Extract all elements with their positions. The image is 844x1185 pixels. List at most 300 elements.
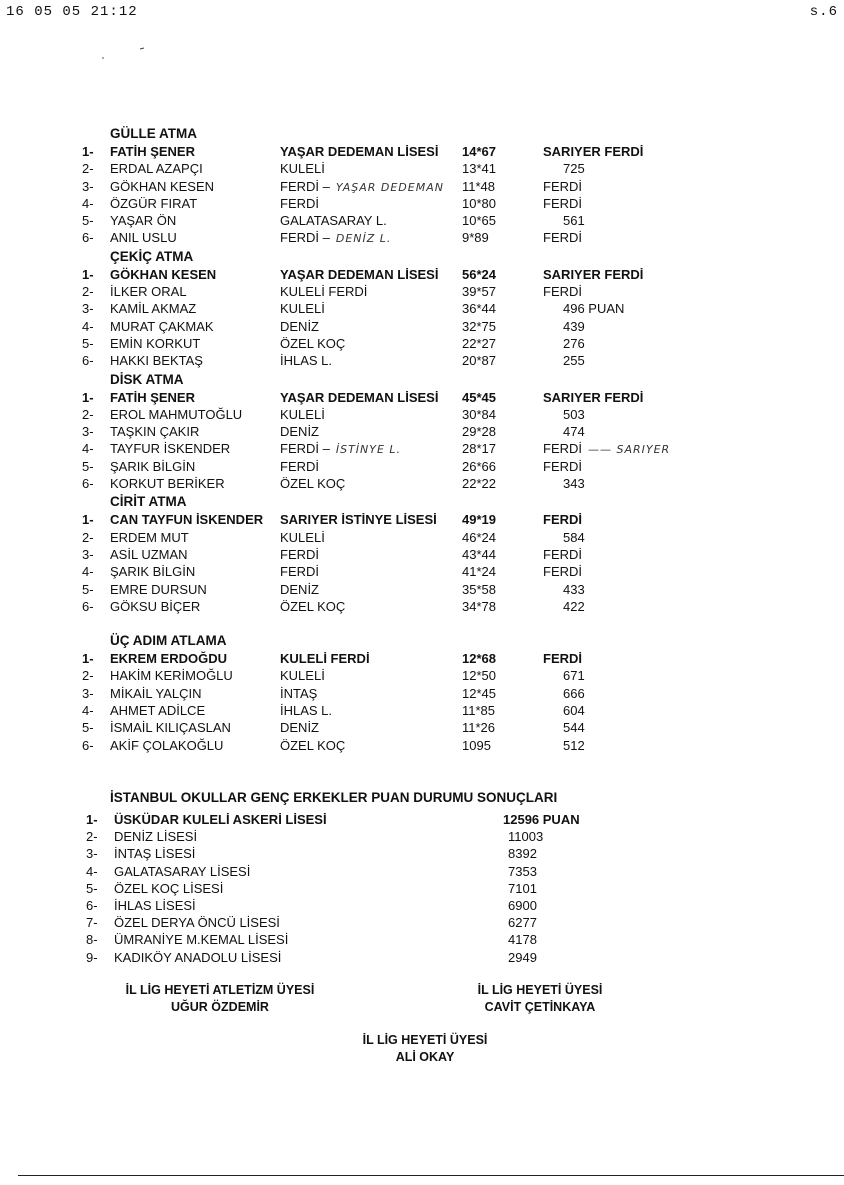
points: FERDİ [543,195,582,211]
points-cell [563,582,585,597]
school-cell [280,459,319,474]
mark: 56*24 [462,266,496,282]
rank: 4- [82,703,94,719]
result-row [0,458,844,475]
school-cell [280,407,325,422]
school-name: GALATASARAY LİSESİ [114,863,251,879]
standings-row [0,812,844,829]
points-cell [543,459,582,474]
result-row [0,389,844,406]
athlete-name: ŞARIK BİLGİN [110,458,196,474]
rank: 6- [82,476,94,492]
result-row [0,719,844,736]
school-cell [280,720,319,735]
points: SARIYER FERDİ [543,144,644,159]
rank: 2- [82,668,94,684]
athlete-name: AHMET ADİLCE [110,703,206,719]
result-row [0,178,844,195]
school-cell [280,547,319,562]
mark: 35*58 [462,581,496,597]
rank: 3- [86,846,98,862]
points: 7101 [508,880,537,896]
rank: 5- [82,720,94,736]
school-cell [280,161,325,176]
rank: 5- [82,335,94,351]
rank: 2- [86,829,98,845]
standings-row [0,898,844,915]
points: FERDİ [543,546,582,562]
points-cell [563,686,585,701]
points-cell [543,144,643,159]
athlete-name: MİKAİL YALÇIN [110,685,202,701]
result-row [0,737,844,754]
rank: 6- [82,737,94,753]
mark: 14*67 [462,144,496,159]
points-cell [563,720,585,735]
rank: 6- [86,897,98,913]
athlete-name: İSMAİL KILIÇASLAN [110,720,231,736]
result-row [0,352,844,369]
school-cell [280,564,319,579]
mark: 49*19 [462,512,496,528]
signatory-name: CAVİT ÇETİNKAYA [484,1000,596,1014]
school-cell [280,530,325,545]
standings-row [0,881,844,898]
points: FERDİ [543,441,582,457]
points: 725 [563,161,585,177]
result-row [0,423,844,440]
school-name: DENİZ LİSESİ [114,829,198,845]
signatory-athletics-member [110,982,330,1016]
rank: 3- [82,685,94,701]
points: 604 [563,703,585,719]
mark: 45*45 [462,389,496,405]
rank: 5- [82,458,94,474]
event-title: ÜÇ ADIM ATLAMA [110,633,227,649]
rank: 5- [82,213,94,229]
school-name: KULELİ [280,406,325,422]
school-name: İHLAS L. [280,703,333,719]
rank: 2- [82,161,94,177]
rank: 1- [82,266,94,282]
mark: 46*24 [462,529,496,545]
standings-row [0,829,844,846]
points-cell [563,301,624,316]
school-cell [280,582,319,597]
school-name: ÖZEL KOÇ [280,335,346,351]
athlete-name: GÖKSU BİÇER [110,598,201,614]
school-name: İNTAŞ [280,685,318,701]
school-cell [280,301,325,316]
signatory-member-right [440,982,640,1016]
result-row [0,300,844,317]
handwritten-note: YAŞAR DEDEMAN [335,180,444,194]
school-name: İHLAS L. [280,353,333,369]
school-name: FERDİ – [280,178,330,194]
points-cell [563,336,585,351]
event-results [0,124,844,754]
athlete-name: HAKKI BEKTAŞ [110,353,203,369]
rank: 4- [86,863,98,879]
event-header [0,631,844,650]
result-row [0,563,844,580]
points: SARIYER FERDİ [543,266,644,282]
points: 2949 [508,949,537,965]
mark: 11*26 [462,720,496,736]
mark: 26*66 [462,458,496,474]
signature-block [0,982,844,1082]
school-name: KULELİ [280,529,325,545]
athlete-name: AKİF ÇOLAKOĞLU [110,737,224,753]
school-name: GALATASARAY L. [280,213,387,229]
school-name: ÖZEL KOÇ [280,737,346,753]
result-row [0,440,844,457]
school-name: FERDİ – [280,230,330,246]
rank: 8- [86,932,98,948]
school-name: İNTAŞ LİSESİ [114,846,196,862]
page-number: s.6 [809,4,838,20]
school-name: KULELİ FERDİ [280,651,370,667]
fax-header [6,4,838,24]
school-cell [280,390,438,405]
mark: 28*17 [462,441,496,457]
school-cell [280,336,345,351]
points-cell [563,319,585,334]
result-row [0,335,844,352]
points: 6277 [508,915,537,931]
points-cell [543,284,582,299]
points: 474 [563,424,585,440]
athlete-name: KORKUT BERİKER [110,476,225,492]
result-row [0,702,844,719]
rank: 1- [82,144,94,159]
school-name: KULELİ [280,301,325,317]
points: 255 [563,353,585,369]
page-bottom-rule [18,1175,844,1176]
result-row [0,598,844,615]
signatory-role: İL LİG HEYETİ ÜYESİ [362,1033,488,1047]
points: SARIYER FERDİ [543,389,644,405]
rank: 7- [86,915,98,931]
school-name: KADIKÖY ANADOLU LİSESİ [114,949,282,965]
points-cell [543,179,582,194]
school-name: FERDİ [280,458,319,474]
handwritten-note: DENİZ L. [335,232,392,246]
mark: 9*89 [462,230,489,246]
points: FERDİ [543,178,582,194]
standings-row [0,846,844,863]
school-name: ÖZEL KOÇ [280,598,346,614]
mark: 13*41 [462,161,496,177]
school-name: ÜMRANİYE M.KEMAL LİSESİ [114,932,289,948]
points: 512 [563,737,585,753]
points-cell [563,476,585,491]
points-cell [543,230,582,245]
school-cell [280,512,437,527]
school-name: FERDİ – [280,441,330,457]
rank: 3- [82,546,94,562]
points-cell [563,161,585,176]
rank: 9- [86,949,98,965]
rank: 6- [82,598,94,614]
points-cell [543,196,582,211]
points-cell [563,407,585,422]
school-cell [280,179,444,194]
rank: 1- [82,651,94,667]
mark: 12*68 [462,651,496,667]
mark: 34*78 [462,598,496,614]
result-row [0,229,844,246]
result-row [0,546,844,563]
points: 503 [563,406,585,422]
points: FERDİ [543,230,582,246]
athlete-name: TAŞKIN ÇAKIR [110,424,200,440]
points-cell [543,441,670,456]
rank: 3- [82,424,94,440]
school-name: DENİZ [280,424,319,440]
school-name: KULELİ FERDİ [280,284,368,300]
mark: 39*57 [462,284,496,300]
points: 7353 [508,863,537,879]
rank: 2- [82,529,94,545]
points-cell [543,390,643,405]
rank: 3- [82,301,94,317]
points: 343 [563,476,585,492]
standings-row [0,915,844,932]
points: 584 [563,529,585,545]
rank: 5- [82,581,94,597]
school-name: DENİZ [280,581,319,597]
school-cell [280,230,391,245]
school-cell [280,599,345,614]
result-row [0,266,844,283]
points: FERDİ [543,458,582,474]
standings-row [0,950,844,967]
school-cell [280,284,367,299]
rank: 6- [82,353,94,369]
athlete-name: CAN TAYFUN İSKENDER [110,512,264,528]
mark: 12*50 [462,668,496,684]
school-cell [280,476,345,491]
athlete-name: ANIL USLU [110,230,177,246]
mark: 20*87 [462,353,496,369]
points-cell [563,353,585,368]
athlete-name: EKREM ERDOĞDU [110,651,228,667]
school-name: FERDİ [280,546,319,562]
school-name: KULELİ [280,668,325,684]
points: 276 [563,335,585,351]
event-title: DİSK ATMA [110,371,184,387]
handwritten-note: İSTİNYE L. [335,443,402,457]
school-name: ÖZEL DERYA ÖNCÜ LİSESİ [114,915,280,931]
points: FERDİ [543,284,582,300]
points-cell [563,668,585,683]
athlete-name: ŞARIK BİLGİN [110,564,196,580]
points: 422 [563,598,585,614]
points-cell [563,599,585,614]
mark: 32*75 [462,318,496,334]
points: FERDİ [543,651,582,667]
athlete-name: İLKER ORAL [110,284,187,300]
points-cell [543,564,582,579]
mark: 22*22 [462,476,496,492]
section-gap [0,615,844,631]
athlete-name: MURAT ÇAKMAK [110,318,214,334]
athlete-name: GÖKHAN KESEN [110,178,215,194]
points: 11003 [508,829,544,845]
mark: 10*65 [462,213,496,229]
mark: 1095 [462,737,491,753]
athlete-name: TAYFUR İSKENDER [110,441,231,457]
school-name: FERDİ [280,564,319,580]
event-header [0,370,844,389]
event-title: ÇEKİÇ ATMA [110,248,194,264]
result-row [0,195,844,212]
points: 439 [563,318,585,334]
school-name: YAŞAR DEDEMAN LİSESİ [280,266,439,282]
points: FERDİ [543,512,582,528]
school-cell [280,738,345,753]
athlete-name: HAKİM KERİMOĞLU [110,668,233,684]
athlete-name: FATİH ŞENER [110,144,195,159]
rank: 2- [82,284,94,300]
standings-title: İSTANBUL OKULLAR GENÇ ERKEKLER PUAN DURUMU SONUÇLARI [110,790,558,805]
result-row [0,529,844,546]
scan-specks [98,44,158,64]
school-name: KULELİ [280,161,325,177]
athlete-name: ERDEM MUT [110,529,189,545]
rank: 4- [82,564,94,580]
mark: 22*27 [462,335,496,351]
mark: 41*24 [462,564,496,580]
rank: 6- [82,230,94,246]
points: 12596 PUAN [503,812,580,827]
school-cell [280,686,317,701]
result-row [0,143,844,160]
points: FERDİ [543,564,582,580]
result-row [0,283,844,300]
signatory-member-center [325,1032,525,1066]
result-row [0,406,844,423]
school-name: YAŞAR DEDEMAN LİSESİ [280,389,439,405]
points-cell [563,703,585,718]
rank: 1- [82,512,94,528]
school-cell [280,196,319,211]
result-row [0,650,844,667]
rank: 4- [82,441,94,457]
standings-row [0,932,844,949]
signatory-name: UĞUR ÖZDEMİR [171,1000,269,1014]
school-name: İHLAS LİSESİ [114,897,196,913]
points: 496 PUAN [563,301,625,317]
school-name: DENİZ [280,318,319,334]
athlete-name: ÖZGÜR FIRAT [110,195,198,211]
mark: 43*44 [462,546,496,562]
school-cell [280,441,401,456]
athlete-name: EMİN KORKUT [110,335,201,351]
event-header [0,247,844,266]
points: 561 [563,213,585,229]
points: 666 [563,685,585,701]
points-cell [543,512,582,527]
school-cell [280,213,387,228]
rank: 1- [82,389,94,405]
athlete-name: KAMİL AKMAZ [110,301,197,317]
points-cell [543,547,582,562]
result-row [0,160,844,177]
school-name: FERDİ [280,195,319,211]
school-name: ÖZEL KOÇ [280,476,346,492]
mark: 11*48 [462,178,496,194]
points-cell [563,213,585,228]
athlete-name: EROL MAHMUTOĞLU [110,406,243,422]
athlete-name: YAŞAR ÖN [110,213,177,229]
rank: 3- [82,178,94,194]
school-cell [280,668,325,683]
mark: 30*84 [462,406,496,422]
mark: 10*80 [462,195,496,211]
points-cell [563,738,585,753]
result-row [0,318,844,335]
rank: 5- [86,880,98,896]
result-row [0,475,844,492]
school-name: SARIYER İSTİNYE LİSESİ [280,512,437,528]
rank: 4- [82,318,94,334]
event-title: GÜLLE ATMA [110,126,197,141]
school-cell [280,424,319,439]
result-row [0,667,844,684]
points: 671 [563,668,585,684]
points-cell [563,424,585,439]
rank: 2- [82,406,94,422]
standings-row [0,864,844,881]
athlete-name: EMRE DURSUN [110,581,207,597]
result-row [0,212,844,229]
athlete-name: FATİH ŞENER [110,389,195,405]
fax-datetime: 16 05 05 21:12 [6,4,138,20]
points: 4178 [508,932,537,948]
mark: 11*85 [462,703,496,719]
school-name: ÖZEL KOÇ LİSESİ [114,880,224,896]
athlete-name: ASİL UZMAN [110,546,188,562]
points-cell [543,651,582,666]
points: 544 [563,720,585,736]
event-header [0,492,844,511]
points-cell [563,530,585,545]
mark: 29*28 [462,424,496,440]
event-title: CİRİT ATMA [110,494,187,510]
school-cell [280,703,332,718]
school-standings [0,788,844,967]
event-header [0,124,844,143]
school-cell [280,267,438,282]
points: 6900 [508,897,537,913]
result-row [0,581,844,598]
school-name: DENİZ [280,720,319,736]
result-row [0,685,844,702]
points: 433 [563,581,585,597]
mark: 12*45 [462,685,496,701]
school-cell [280,651,370,666]
school-cell [280,319,319,334]
signatory-role: İL LİG HEYETİ ÜYESİ [477,983,603,997]
points: 8392 [508,846,537,862]
school-cell [280,353,332,368]
rank: 1- [86,812,98,827]
school-cell [280,144,438,159]
school-name: ÜSKÜDAR KULELİ ASKERİ LİSESİ [114,812,327,827]
points-cell [543,267,643,282]
